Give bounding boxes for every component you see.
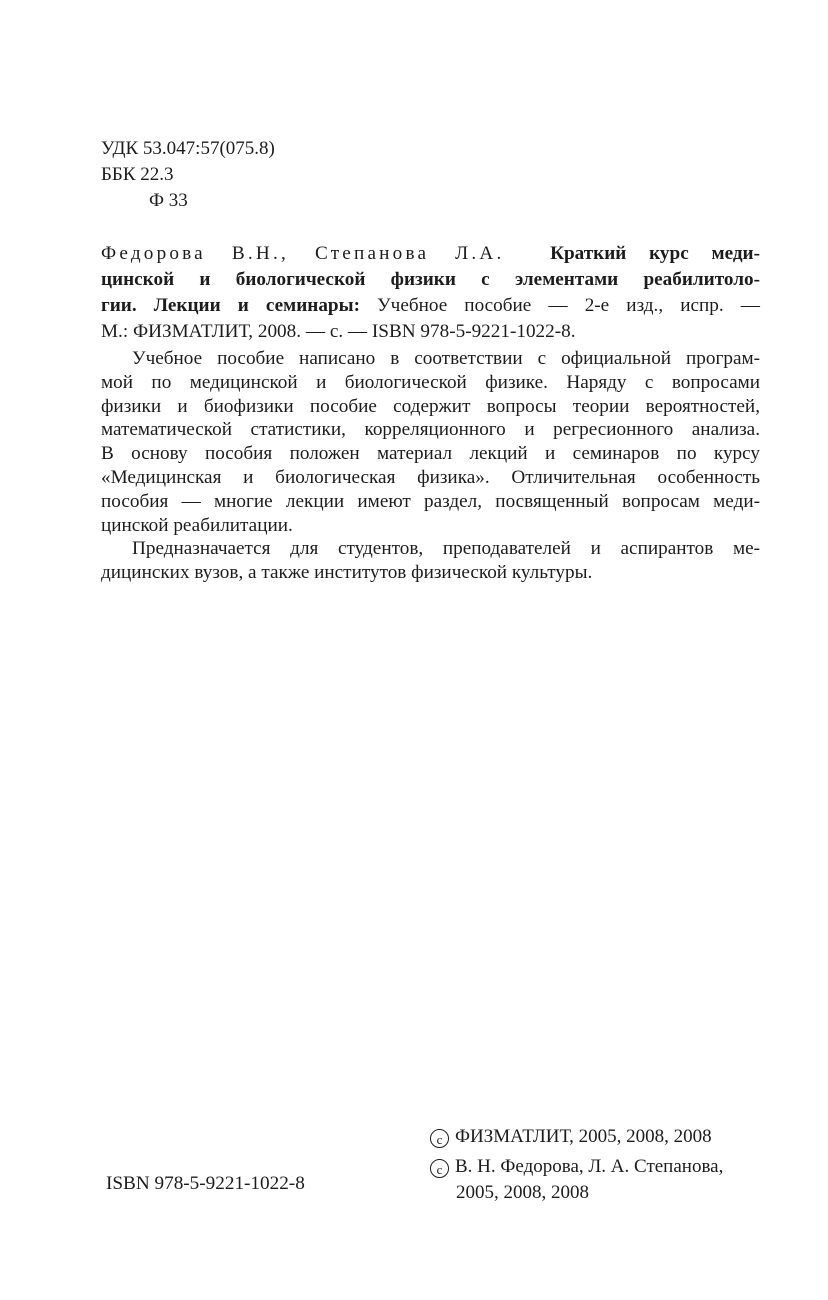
abstract-line: «Медицинская и биологическая физика». Отличительная особенность [101,466,760,488]
edition-info: Учебное пособие — 2-е изд., испр. — [377,295,760,316]
copyright-publisher-row [430,1124,723,1150]
abstract-line: физики и биофизики пособие содержит вопросы теории вероятностей, [101,395,760,417]
biblio-line-1 [101,241,760,267]
author-mark: Ф 33 [149,190,188,211]
classification-block [101,136,275,214]
abstract-line: Предназначается для студентов, преподавателей и аспирантов ме- [132,538,760,560]
book-title-end: гии. Лекции и семинары: [101,295,360,316]
abstract-paragraph-1 [101,347,760,537]
bibliographic-record [101,241,760,345]
abstract-line: дицинских вузов, а также институтов физической культуры. [101,562,593,584]
isbn: ISBN 978-5-9221-1022-8 [106,1173,305,1194]
copyright-block [430,1124,723,1206]
copyright-authors: В. Н. Федорова, Л. А. Степанова, [455,1156,724,1177]
abstract-line: пособия — многие лекции имеют раздел, посвященный вопросам меди- [101,490,760,512]
copyright-authors-years: 2005, 2008, 2008 [456,1182,589,1203]
abstract-line: В основу пособия положен материал лекций и семинаров по курсу [101,443,760,465]
abstract-line: Учебное пособие написано в соответствии с официальной програм- [132,348,760,369]
abstract-line: цинской реабилитации. [101,514,293,536]
copyright-icon: c [430,1159,449,1178]
book-title-start: Краткий курс меди- [550,243,760,264]
biblio-line-2: цинской и биологической физики с элементами реабилитоло- [101,269,760,290]
authors: Федорова В.Н., Степанова Л.А. [101,243,505,264]
abstract [101,347,760,585]
udk-code: УДК 53.047:57(075.8) [101,138,275,159]
biblio-line-4: М.: ФИЗМАТЛИТ, 2008. — с. — ISBN 978-5-9221-1022-8. [101,321,576,342]
abstract-paragraph-2 [101,537,760,585]
bbk-code: ББК 22.3 [101,164,174,185]
abstract-line: математической статистики, корреляционного и регресионного анализа. [101,419,760,441]
copyright-icon: c [430,1129,449,1148]
abstract-line: мой по медицинской и биологической физике. Наряду с вопросами [101,371,760,393]
biblio-line-3 [101,293,760,319]
copyright-authors-row [430,1154,723,1180]
copyright-publisher: ФИЗМАТЛИТ, 2005, 2008, 2008 [455,1126,712,1147]
